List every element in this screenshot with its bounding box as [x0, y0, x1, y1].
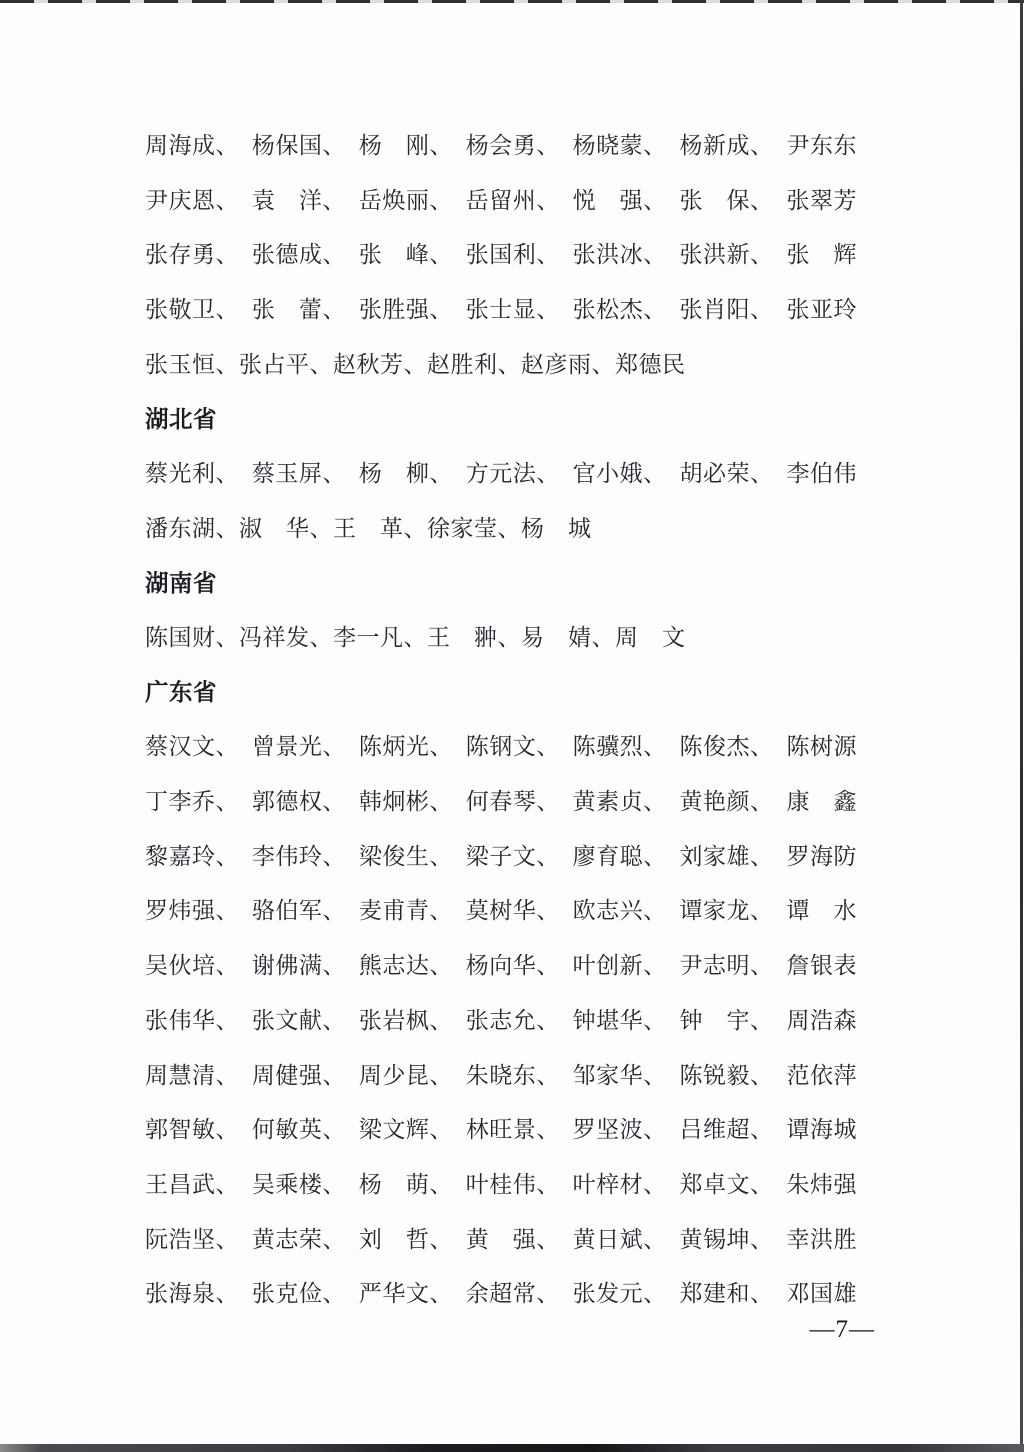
person-name: 余超常、 — [465, 1281, 560, 1307]
name-line — [145, 772, 857, 827]
person-name: 黄日斌、 — [572, 1226, 667, 1252]
person-name: 梁俊生、 — [358, 843, 453, 869]
person-name: 张岩枫、 — [358, 1007, 453, 1033]
person-name: 何春琴、 — [465, 789, 560, 815]
section-heading: 湖南省 — [145, 570, 217, 597]
person-name: 陈树源 — [786, 734, 857, 760]
person-name: 尹东东 — [786, 132, 857, 158]
name-line — [145, 882, 857, 937]
name-line — [145, 1264, 857, 1319]
person-name: 张存勇、 — [145, 242, 239, 268]
person-name: 杨晓蒙、 — [572, 132, 667, 158]
person-name: 张洪冰、 — [572, 242, 667, 268]
person-name: 杨保国、 — [251, 132, 346, 158]
person-name: 麦甫青、 — [358, 898, 453, 924]
person-name: 丁李乔、 — [145, 789, 239, 815]
person-name: 王昌武、 — [145, 1171, 239, 1197]
person-name: 郑卓文、 — [679, 1171, 774, 1197]
person-name: 岳焕丽、 — [358, 187, 453, 213]
person-name: 陈炳光、 — [358, 734, 453, 760]
person-name: 罗炜强、 — [145, 898, 239, 924]
person-name: 谭 水 — [786, 898, 857, 924]
person-name: 张 保、 — [679, 187, 774, 213]
scan-edge-top — [0, 0, 1024, 3]
person-name: 胡必荣、 — [679, 460, 774, 486]
person-name: 黄 强、 — [465, 1226, 560, 1252]
person-name: 张发元、 — [572, 1281, 667, 1307]
person-name: 李伯伟 — [786, 460, 857, 486]
person-name: 张洪新、 — [679, 242, 774, 268]
person-name: 尹志明、 — [679, 953, 774, 979]
person-name: 林旺景、 — [465, 1117, 560, 1143]
person-name: 杨新成、 — [679, 132, 774, 158]
person-name: 郭德权、 — [251, 789, 346, 815]
person-name: 周海成、 — [145, 132, 239, 158]
person-name: 张 蕾、 — [251, 296, 346, 322]
person-name: 张克俭、 — [251, 1281, 346, 1307]
person-name: 张 辉 — [786, 242, 857, 268]
province-name-list — [145, 116, 857, 1319]
person-name: 黄艳颜、 — [679, 789, 774, 815]
person-name: 严华文、 — [358, 1281, 453, 1307]
name-line — [145, 444, 857, 499]
name-line — [145, 116, 857, 171]
person-name: 骆伯军、 — [251, 898, 346, 924]
person-name: 蔡玉屏、 — [251, 460, 346, 486]
person-name: 梁子文、 — [465, 843, 560, 869]
person-name: 刘家雄、 — [679, 843, 774, 869]
person-name: 谭家龙、 — [679, 898, 774, 924]
name-line — [145, 171, 857, 226]
person-name-group: 张玉恒、张占平、赵秋芳、赵胜利、赵彦雨、郑德民 — [145, 351, 686, 377]
person-name: 范依萍 — [786, 1062, 857, 1088]
person-name: 黄志荣、 — [251, 1226, 346, 1252]
person-name: 张敬卫、 — [145, 296, 239, 322]
person-name: 邓国雄 — [786, 1281, 857, 1307]
person-name: 钟堪华、 — [572, 1007, 667, 1033]
person-name: 张松杰、 — [572, 296, 667, 322]
name-line — [145, 827, 857, 882]
person-name: 罗海防 — [786, 843, 857, 869]
name-line — [145, 991, 857, 1046]
person-name: 周健强、 — [251, 1062, 346, 1088]
person-name: 张国利、 — [465, 242, 560, 268]
person-name: 朱炜强 — [786, 1171, 857, 1197]
person-name: 陈俊杰、 — [679, 734, 774, 760]
person-name: 黄素贞、 — [572, 789, 667, 815]
person-name: 吕维超、 — [679, 1117, 774, 1143]
page-number: —7— — [809, 1316, 875, 1343]
person-name: 杨 柳、 — [358, 460, 453, 486]
name-line — [145, 1155, 857, 1210]
person-name: 詹银表 — [786, 953, 857, 979]
person-name: 吴乘楼、 — [251, 1171, 346, 1197]
person-name: 韩炯彬、 — [358, 789, 453, 815]
person-name: 何敏英、 — [251, 1117, 346, 1143]
person-name: 张海泉、 — [145, 1281, 239, 1307]
person-name: 蔡光利、 — [145, 460, 239, 486]
person-name: 莫树华、 — [465, 898, 560, 924]
person-name: 叶桂伟、 — [465, 1171, 560, 1197]
person-name: 曾景光、 — [251, 734, 346, 760]
person-name: 李伟玲、 — [251, 843, 346, 869]
person-name: 阮浩坚、 — [145, 1226, 239, 1252]
person-name: 袁 洋、 — [251, 187, 346, 213]
person-name-group: 陈国财、冯祥发、李一凡、王 翀、易 婧、周 文 — [145, 625, 686, 651]
scan-edge-right — [1020, 0, 1023, 1452]
person-name: 钟 宇、 — [679, 1007, 774, 1033]
scan-edge-bottom — [0, 1444, 1024, 1452]
person-name: 杨 刚、 — [358, 132, 453, 158]
person-name: 张士显、 — [465, 296, 560, 322]
name-line — [145, 280, 857, 335]
name-line — [145, 718, 857, 773]
person-name: 张翠芳 — [786, 187, 857, 213]
person-name: 杨 萌、 — [358, 1171, 453, 1197]
person-name: 欧志兴、 — [572, 898, 667, 924]
person-name: 张 峰、 — [358, 242, 453, 268]
person-name: 黎嘉玲、 — [145, 843, 239, 869]
name-line — [145, 225, 857, 280]
person-name: 悦 强、 — [572, 187, 667, 213]
person-name: 周少昆、 — [358, 1062, 453, 1088]
person-name: 郑建和、 — [679, 1281, 774, 1307]
person-name: 周慧清、 — [145, 1062, 239, 1088]
person-name: 谭海城 — [786, 1117, 857, 1143]
name-line — [145, 1046, 857, 1101]
person-name: 张伟华、 — [145, 1007, 239, 1033]
person-name: 熊志达、 — [358, 953, 453, 979]
name-line — [145, 608, 857, 663]
person-name: 方元法、 — [465, 460, 560, 486]
person-name: 张胜强、 — [358, 296, 453, 322]
person-name: 幸洪胜 — [786, 1226, 857, 1252]
person-name: 陈骥烈、 — [572, 734, 667, 760]
person-name: 罗坚波、 — [572, 1117, 667, 1143]
person-name-group: 潘东湖、淑 华、王 革、徐家莹、杨 城 — [145, 515, 592, 541]
person-name: 蔡汉文、 — [145, 734, 239, 760]
person-name: 陈锐毅、 — [679, 1062, 774, 1088]
person-name: 朱晓东、 — [465, 1062, 560, 1088]
person-name: 康 鑫 — [786, 789, 857, 815]
person-name: 张德成、 — [251, 242, 346, 268]
person-name: 刘 哲、 — [358, 1226, 453, 1252]
person-name: 张文献、 — [251, 1007, 346, 1033]
name-line — [145, 499, 857, 554]
person-name: 叶梓材、 — [572, 1171, 667, 1197]
name-line — [145, 936, 857, 991]
section-heading: 广东省 — [145, 680, 217, 707]
person-name: 吴伙培、 — [145, 953, 239, 979]
person-name: 邹家华、 — [572, 1062, 667, 1088]
person-name: 郭智敏、 — [145, 1117, 239, 1143]
name-line — [145, 1100, 857, 1155]
person-name: 张亚玲 — [786, 296, 857, 322]
person-name: 岳留州、 — [465, 187, 560, 213]
person-name: 张肖阳、 — [679, 296, 774, 322]
person-name: 杨向华、 — [465, 953, 560, 979]
person-name: 官小娥、 — [572, 460, 667, 486]
person-name: 叶创新、 — [572, 953, 667, 979]
person-name: 张志允、 — [465, 1007, 560, 1033]
person-name: 谢佛满、 — [251, 953, 346, 979]
person-name: 廖育聪、 — [572, 843, 667, 869]
name-line — [145, 335, 857, 390]
person-name: 杨会勇、 — [465, 132, 560, 158]
name-line — [145, 1210, 857, 1265]
person-name: 黄锡坤、 — [679, 1226, 774, 1252]
person-name: 尹庆恩、 — [145, 187, 239, 213]
section-heading: 湖北省 — [145, 406, 217, 433]
person-name: 梁文辉、 — [358, 1117, 453, 1143]
person-name: 陈钢文、 — [465, 734, 560, 760]
person-name: 周浩森 — [786, 1007, 857, 1033]
